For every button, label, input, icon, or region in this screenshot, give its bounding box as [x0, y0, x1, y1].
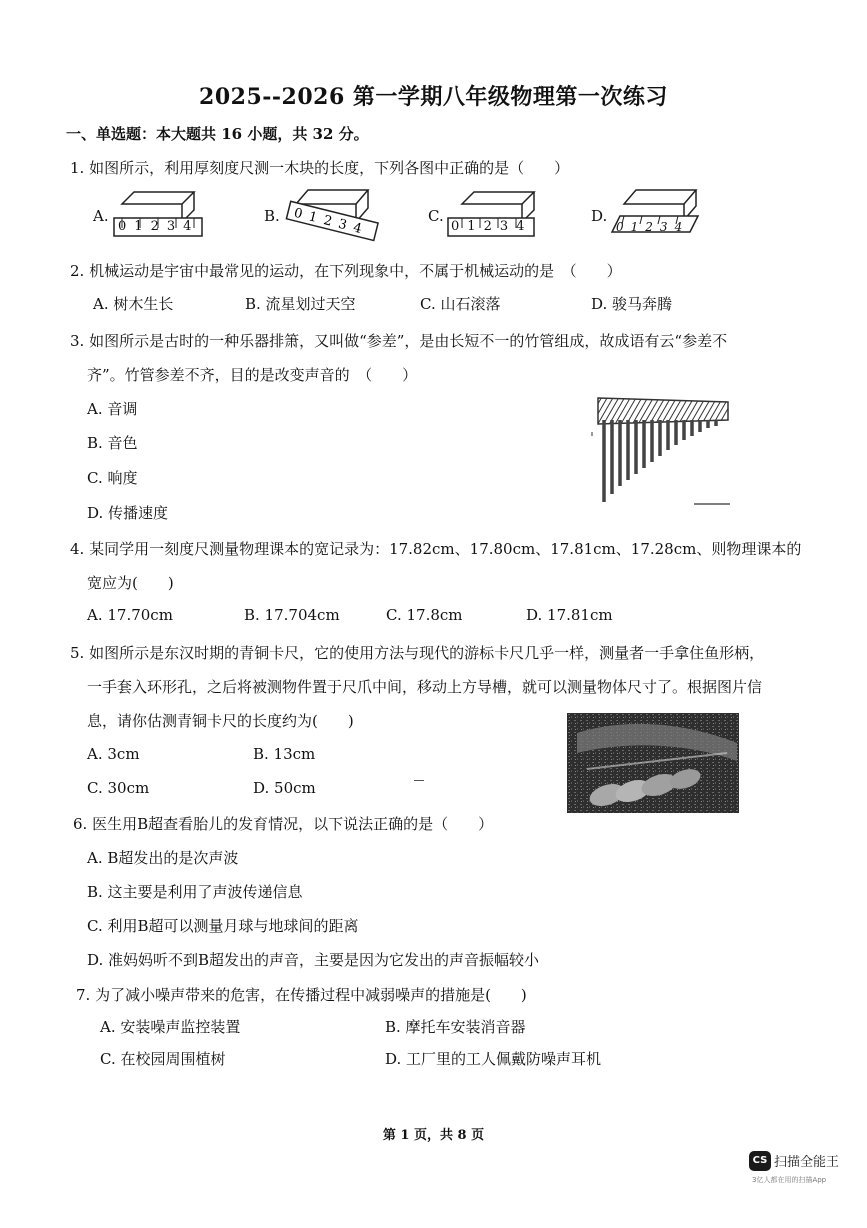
scanner-tagline: 3亿人都在用的扫描App [752, 1176, 827, 1184]
q6-stem: 6. 医生用B超查看胎儿的发育情况，以下说法正确的是（ ） [73, 815, 494, 833]
page-footer: 第 1 页，共 8 页 [382, 1128, 485, 1143]
q3-option-c: C. 响度 [87, 469, 138, 487]
q1-stem: 1. 如图所示，利用厚刻度尺测一木块的长度，下列各图中正确的是（ ） [70, 159, 570, 177]
stray-mark [414, 780, 424, 781]
scanner-name: 扫描全能王 [774, 1155, 840, 1170]
q1-c-digits: 01234 [451, 219, 533, 234]
q4-option-c: C. 17.8cm [386, 606, 463, 624]
q6-option-d: D. 准妈妈听不到B超发出的声音，主要是因为它发出的声音振幅较小 [87, 951, 540, 969]
q5-stem-line3: 息，请你估测青铜卡尺的长度约为( ) [87, 712, 354, 730]
q7-option-d: D. 工厂里的工人佩戴防噪声耳机 [385, 1050, 602, 1068]
q7-option-b: B. 摩托车安装消音器 [385, 1018, 526, 1036]
q5-option-b: B. 13cm [253, 745, 316, 763]
q5-stem-line1: 5. 如图所示是东汉时期的青铜卡尺，它的使用方法与现代的游标卡尺几乎一样，测量者一手拿住鱼形柄， [70, 644, 765, 662]
q6-option-a: A. B超发出的是次声波 [87, 849, 239, 867]
q3-stem-line2: 齐”。竹管参差不齐，目的是改变声音的 （ ） [87, 366, 418, 384]
q3-stem-line1: 3. 如图所示是古时的一种乐器排箫，又叫做“参差”，是由长短不一的竹管组成，故成语有云“参差不 [70, 332, 728, 350]
scanner-watermark [749, 1150, 839, 1171]
q3-option-d: D. 传播速度 [87, 504, 169, 522]
q4-option-d: D. 17.81cm [526, 606, 613, 624]
q1-label-c: C. [428, 207, 444, 225]
q2-option-d: D. 骏马奔腾 [591, 295, 673, 313]
page-title: 2025--2026 第一学期八年级物理第一次练习 [199, 84, 668, 110]
q1-label-b: B. [264, 207, 280, 225]
q1-label-a: A. [93, 207, 109, 225]
q7-option-c: C. 在校园周围植树 [100, 1050, 226, 1068]
q6-option-b: B. 这主要是利用了声波传递信息 [87, 883, 303, 901]
q5-option-d: D. 50cm [253, 779, 316, 797]
panpipe-illustration [588, 390, 738, 512]
scanner-logo-icon: CS [749, 1151, 771, 1171]
q2-option-a: A. 树木生长 [93, 295, 174, 313]
q1-label-d: D. [591, 207, 608, 225]
q1-figure-b [282, 186, 382, 252]
q6-option-c: C. 利用B超可以测量月球与地球间的距离 [87, 917, 359, 935]
q2-option-c: C. 山石滚落 [420, 295, 501, 313]
q7-option-a: A. 安装噪声监控装置 [100, 1018, 241, 1036]
q4-stem-line2: 宽应为( ) [87, 574, 174, 592]
q1-d-digits: 01234 [616, 220, 690, 234]
q3-option-a: A. 音调 [87, 400, 138, 418]
q1-a-digits: 01234 [118, 219, 200, 234]
q5-stem-line2: 一手套入环形孔，之后将被测物件置于尺爪中间，移动上方导槽，就可以测量物体尺寸了。根据图片信 [87, 678, 763, 696]
q5-option-a: A. 3cm [87, 745, 140, 763]
q4-stem-line1: 4. 某同学用一刻度尺测量物理课本的宽记录为：17.82cm、17.80cm、17.81cm、17.28cm、则物理课本的 [70, 540, 802, 558]
q2-option-b: B. 流星划过天空 [245, 295, 356, 313]
bronze-caliper-photo [567, 713, 739, 813]
q3-option-b: B. 音色 [87, 434, 138, 452]
q7-stem: 7. 为了减小噪声带来的危害，在传播过程中减弱噪声的措施是( ) [76, 986, 527, 1004]
svg-text:01234: 01234 [292, 205, 370, 239]
q4-option-a: A. 17.70cm [87, 606, 173, 624]
q4-option-b: B. 17.704cm [244, 606, 340, 624]
q5-option-c: C. 30cm [87, 779, 150, 797]
section-heading: 一、单选题：本大题共 16 小题，共 32 分。 [66, 125, 369, 143]
q2-stem: 2. 机械运动是宇宙中最常见的运动，在下列现象中，不属于机械运动的是 （ ） [70, 262, 622, 280]
